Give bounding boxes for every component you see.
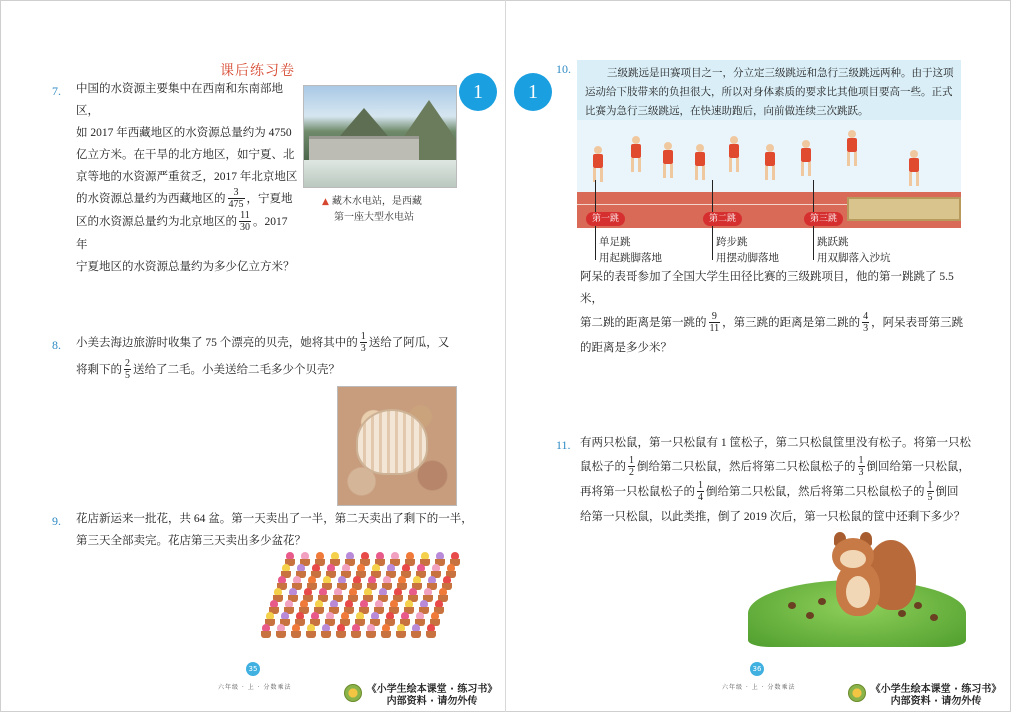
flower-pot	[366, 631, 376, 638]
q7-line: 亿立方米。在干旱的北方地区，如宁夏、北	[76, 149, 295, 161]
fraction-4-3: $\frac{4}{3}$	[863, 311, 869, 334]
page-badge-right: 1	[514, 73, 552, 111]
question-11-number: 11.	[556, 438, 571, 452]
flower-pot	[396, 631, 406, 638]
fraction-11-30: $\frac{11}{30}$	[240, 210, 250, 233]
footer-subject: 六年级 · 上 · 分数乘法	[218, 684, 292, 691]
question-7-text	[76, 78, 298, 278]
flower-pot	[426, 631, 436, 638]
footer-subject: 六年级 · 上 · 分数乘法	[722, 684, 796, 691]
flower-pot	[261, 631, 271, 638]
brand-logo-icon	[344, 684, 362, 702]
flower-pot	[306, 631, 316, 638]
question-11-text: 有两只松鼠，第一只松鼠有 1 筐松子，第二只松鼠筐里没有松子。将第一只松 鼠松子的 $\frac{1}{2}$ 倒给第二只松鼠，然后将第二只松鼠松子的 $\frac{1}{3}$ 倒回给第一只松鼠， 再将第一只松鼠松子的 $\frac{1}{4}$ 倒给第二只松鼠，然后将第二只松鼠松子的 $\frac{1}{5}$ 倒回 给第一只松鼠，以此类推，倒了 2019 次后，第一只松鼠的筐中还剩下多少？	[580, 437, 971, 523]
question-9-text: 花店新运来一批花，共 64 盆。第一天卖出了一半，第二天卖出了剩下的一半， 第三天全部卖完。花店第三天卖出多少盆花？	[76, 513, 473, 547]
shells-photo	[337, 386, 457, 506]
flower-pot	[291, 631, 301, 638]
q7-line: 宁夏地区的水资源总量约为多少亿立方米？	[76, 261, 295, 273]
fraction-1-2: $\frac{1}{2}$	[629, 455, 634, 478]
squirrel-illustration	[748, 532, 966, 647]
flower-pots-illustration	[248, 548, 458, 640]
triangle-icon: ▲	[322, 197, 329, 207]
q7-line: 中国的水资源主要集中在西南和东南部地区，	[76, 83, 283, 117]
fraction-1-3: $\frac{1}{3}$	[360, 331, 366, 354]
brand-logo-icon	[848, 684, 866, 702]
flower-pot	[351, 631, 361, 638]
left-page	[0, 0, 505, 712]
flower-pot	[381, 631, 391, 638]
flower-pot	[276, 631, 286, 638]
triple-jump-illustration	[577, 120, 961, 228]
question-8-number: 8.	[52, 338, 61, 352]
question-9-number: 9.	[52, 514, 61, 528]
q7-line: 京等地的水资源严重贫乏，2017 年北京地区	[76, 171, 298, 183]
triple-jump-story: 三级跳远是田赛项目之一，分立定三级跳远和急行三级跳远两种。由于这项运动给下肢带来的负担很大，所以对身体素质的要求比其他项目要高一些。正式比赛为急行三级跳远，在快速助跑后，向前做连续三次跳跃。	[585, 67, 954, 117]
flower-pot	[321, 631, 331, 638]
jump1-description: 单足跳 用起跳脚落地	[599, 236, 662, 264]
q7-line: 区的水资源总量约为北京地区的 $\frac{11}{30}$ 。2017 年	[76, 210, 288, 251]
question-10-number: 10.	[556, 62, 571, 76]
section-title: 课后练习卷	[220, 63, 295, 79]
fraction-1-4: $\frac{1}{4}$	[698, 480, 703, 503]
q7-line: 如 2017 年西藏地区的水资源总量约为 4750	[76, 127, 292, 139]
jump2-label: 第二跳	[703, 212, 742, 226]
q7-line: 的水资源总量约为西藏地区的 $\frac{3}{475}$ ，宁夏地	[76, 187, 293, 210]
jump1-label: 第一跳	[586, 212, 625, 226]
page-number: 35	[246, 662, 260, 676]
dam-photo	[303, 85, 457, 188]
flower-pot	[411, 631, 421, 638]
question-8-text: 小美去海边旅游时收集了 75 个漂亮的贝壳，她将其中的 $\frac{1}{3}$ 送给了阿瓜，又 将剩下的 $\frac{2}{5}$ 送给了二毛。小美送给二毛多少个贝壳？	[76, 331, 450, 381]
jump3-label: 第三跳	[804, 212, 843, 226]
brand-text: 《小学生绘本课堂 · 练习书》 内部资料 · 请勿外传	[870, 684, 1002, 707]
fraction-2-5: $\frac{2}{5}$	[125, 358, 130, 381]
fraction-1-3: $\frac{1}{3}$	[858, 455, 864, 478]
flower-pot	[336, 631, 346, 638]
dam-caption: ▲ 藏木水电站，是西藏 第一座大型水电站	[322, 196, 422, 223]
fraction-9-11: $\frac{9}{11}$	[709, 311, 720, 334]
page-badge-left: 1	[459, 73, 497, 111]
question-10-text: 阿呆的表哥参加了全国大学生田径比赛的三级跳项目，他的第一跳跳了 5.5 米， 第二跳的距离是第一跳的 $\frac{9}{11}$ ，第三跳的距离是第二跳的 $\frac{4}{3}$ ，阿呆表哥第三跳 的距离是多少米？	[580, 271, 964, 354]
jump2-description: 跨步跳 用摆动脚落地	[716, 236, 779, 264]
fraction-1-5: $\frac{1}{5}$	[927, 480, 933, 503]
fraction-3-475: $\frac{3}{475}$	[228, 187, 244, 210]
question-7-number: 7.	[52, 84, 61, 98]
page-number: 36	[750, 662, 764, 676]
brand-text: 《小学生绘本课堂 · 练习书》 内部资料 · 请勿外传	[366, 684, 498, 707]
jump3-description: 跳跃跳 用双脚落入沙坑	[817, 236, 891, 264]
